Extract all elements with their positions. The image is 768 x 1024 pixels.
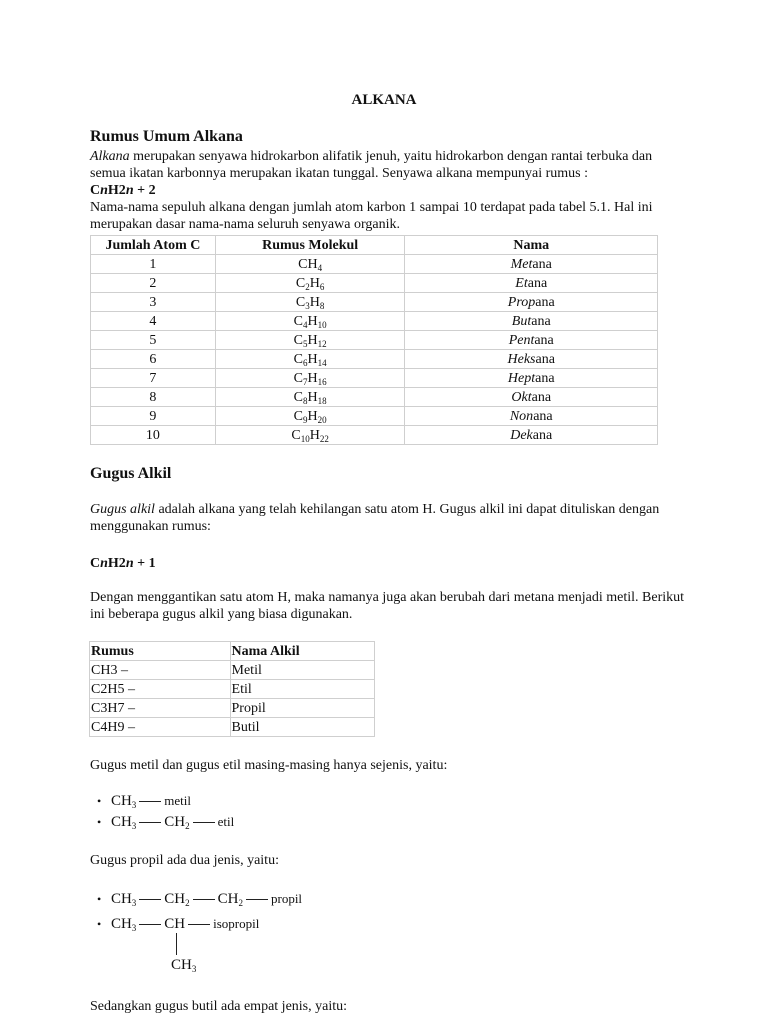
- name-suffix: ana: [534, 332, 554, 348]
- ch-text: CH: [164, 891, 186, 907]
- bullet: •: [97, 892, 102, 906]
- metil-label: metil: [164, 793, 192, 808]
- alkana-term: Alkana: [90, 149, 130, 164]
- table-header-row: [91, 236, 658, 255]
- name-suffix: ana: [532, 427, 553, 443]
- cell-rumus-molekul: [215, 312, 405, 331]
- alkil-formula: [90, 555, 690, 572]
- alkil-definition-text: adalah alkana yang telah kehilangan satu atom H. Gugus alkil ini dapat dituliskan dengan menggunakan rumus:: [90, 502, 660, 534]
- col-header-rumus: Rumus: [90, 642, 231, 661]
- formula-tail: + 1: [133, 556, 156, 571]
- name-suffix: ana: [533, 408, 553, 424]
- cell-nama-alkil: Propil: [230, 699, 374, 718]
- bond-line: [139, 801, 161, 802]
- bond-line: [193, 899, 215, 900]
- name-prefix: Okt: [511, 389, 532, 405]
- name-suffix: ana: [535, 294, 555, 310]
- formula-n: n: [125, 183, 134, 198]
- cell-nama-alkil: Butil: [230, 718, 374, 737]
- name-prefix: Met: [510, 256, 533, 272]
- cell-nama-alkil: Etil: [230, 680, 374, 699]
- ch-text: CH: [110, 891, 132, 907]
- cell-rumus-molekul: [215, 293, 405, 312]
- ch3-group: [111, 916, 136, 932]
- cell-jumlah-atom: 1: [91, 255, 216, 274]
- ch-text: CH: [110, 916, 132, 932]
- subscript: 8: [319, 300, 325, 311]
- cell-nama: [405, 331, 658, 350]
- alkana-table-intro: Nama-nama sepuluh alkana dengan jumlah atom karbon 1 sampai 10 terdapat pada tabel 5.1. Hal ini merupakan dasar nama-nama seluruh senyawa organik.: [90, 200, 653, 232]
- vertical-bond-line: [176, 933, 177, 955]
- subscript: 2: [185, 821, 190, 831]
- table-row: [90, 718, 375, 737]
- bullet: •: [97, 917, 102, 931]
- cell-nama: [405, 426, 658, 445]
- formula-c: C: [295, 275, 306, 291]
- subscript: 3: [191, 964, 197, 974]
- alkil-paragraph: Dengan menggantikan satu atom H, maka namanya juga akan berubah dari metana menjadi metil. Berikut ini beberapa gugus alkil yang biasa digunakan.: [90, 590, 685, 622]
- cell-nama: [405, 350, 658, 369]
- subscript: 22: [319, 433, 329, 444]
- section-heading-rumus-umum: Rumus Umum Alkana: [90, 128, 243, 145]
- cell-nama-alkil: Metil: [230, 661, 374, 680]
- subscript: 14: [317, 357, 327, 368]
- propil-structure: [97, 890, 302, 908]
- name-prefix: But: [511, 313, 532, 329]
- formula-tail: + 2: [133, 183, 156, 198]
- formula-h: H: [307, 370, 318, 386]
- cell-rumus: C4H9 –: [90, 718, 231, 737]
- formula-h: H: [307, 256, 318, 272]
- alkana-definition-text: merupakan senyawa hidrokarbon alifatik jenuh, yaitu hidrokarbon dengan rantai terbuka dan semua ikatan karbonnya merupakan ikatan tunggal. Senyawa alkana mempunyai rumus :: [90, 149, 653, 181]
- name-prefix: Heks: [507, 351, 536, 367]
- formula-h: H: [307, 332, 318, 348]
- metil-structure: [97, 792, 191, 810]
- cell-rumus-molekul: [215, 274, 405, 293]
- formula-c: C: [293, 389, 303, 405]
- formula-c: C: [90, 556, 101, 571]
- ch3-group: [111, 891, 136, 907]
- cell-rumus-molekul: [215, 331, 405, 350]
- table-row: [91, 407, 658, 426]
- cell-jumlah-atom: 10: [91, 426, 216, 445]
- cell-jumlah-atom: 2: [91, 274, 216, 293]
- cell-jumlah-atom: 4: [91, 312, 216, 331]
- page-title: ALKANA: [351, 92, 417, 108]
- table-row: [90, 661, 375, 680]
- cell-nama: [405, 255, 658, 274]
- isopropil-label: isopropil: [213, 916, 260, 931]
- cell-rumus-molekul: [215, 350, 405, 369]
- metil-etil-text: Gugus metil dan gugus etil masing-masing hanya sejenis, yaitu:: [90, 758, 448, 773]
- cell-nama: [405, 312, 658, 331]
- cell-rumus-molekul: [215, 255, 405, 274]
- formula-h: H: [307, 313, 318, 329]
- formula-h: H2: [107, 556, 126, 571]
- ch2-group: [218, 891, 243, 907]
- cell-jumlah-atom: 3: [91, 293, 216, 312]
- cell-nama: [405, 369, 658, 388]
- subscript: 4: [303, 319, 308, 330]
- subscript: 3: [305, 300, 310, 311]
- table-row: [91, 255, 658, 274]
- cell-rumus-molekul: [215, 407, 405, 426]
- alkil-definition: [90, 501, 690, 535]
- subscript: 16: [317, 376, 327, 387]
- formula-h: H: [307, 408, 318, 424]
- formula-c: C: [295, 294, 306, 310]
- ch2-group: [164, 891, 189, 907]
- propil-label: propil: [270, 891, 303, 906]
- col-header-nama-alkil: Nama Alkil: [230, 642, 374, 661]
- subscript: 7: [303, 376, 308, 387]
- alkil-table: [89, 641, 375, 737]
- col-header-nama: Nama: [405, 236, 658, 255]
- formula-c: C: [293, 370, 303, 386]
- col-header-rumus-molekul: Rumus Molekul: [215, 236, 405, 255]
- subscript: 4: [317, 262, 323, 273]
- formula-h: H: [309, 427, 320, 443]
- name-prefix: Non: [509, 408, 534, 424]
- subscript: 20: [317, 414, 327, 425]
- formula-h: H: [309, 294, 320, 310]
- formula-n: n: [125, 556, 134, 571]
- ch-text: CH: [110, 814, 132, 830]
- bullet: •: [97, 794, 102, 808]
- alkana-formula: [90, 182, 690, 199]
- cell-nama: [405, 407, 658, 426]
- alkana-definition: [90, 148, 690, 182]
- formula-n: n: [100, 556, 108, 571]
- ch-text: CH: [217, 891, 239, 907]
- subscript: 10: [317, 319, 327, 330]
- subscript: 6: [319, 281, 325, 292]
- subscript: 6: [303, 357, 308, 368]
- name-suffix: ana: [531, 313, 551, 329]
- formula-c: C: [293, 408, 303, 424]
- cell-rumus-molekul: [215, 426, 405, 445]
- table-row: [90, 699, 375, 718]
- col-header-jumlah-atom: Jumlah Atom C: [91, 236, 216, 255]
- table-row: [91, 293, 658, 312]
- subscript: 9: [303, 414, 308, 425]
- bond-line: [246, 899, 268, 900]
- ch-text: CH: [110, 793, 132, 809]
- cell-jumlah-atom: 7: [91, 369, 216, 388]
- ch-text: CH: [164, 814, 186, 830]
- name-prefix: Prop: [507, 294, 536, 310]
- table-row: [91, 274, 658, 293]
- cell-jumlah-atom: 5: [91, 331, 216, 350]
- subscript: 5: [303, 338, 308, 349]
- cell-nama: [405, 293, 658, 312]
- table-row: [91, 312, 658, 331]
- ch-group: CH: [164, 916, 186, 932]
- table-header-row: [90, 642, 375, 661]
- name-suffix: ana: [535, 370, 555, 386]
- name-prefix: Dek: [510, 427, 533, 443]
- bond-line: [139, 899, 161, 900]
- cell-rumus-molekul: [215, 388, 405, 407]
- formula-c: C: [90, 183, 101, 198]
- formula-h: H2: [107, 183, 126, 198]
- cell-rumus-molekul: [215, 369, 405, 388]
- table-row: [91, 350, 658, 369]
- alkil-term: Gugus alkil: [90, 502, 155, 517]
- formula-c: C: [291, 427, 301, 443]
- subscript: 3: [131, 923, 137, 933]
- subscript: 8: [303, 395, 308, 406]
- name-suffix: ana: [531, 389, 552, 405]
- ch3-group: [111, 814, 136, 830]
- name-prefix: Et: [515, 275, 528, 291]
- cell-rumus: CH3 –: [90, 661, 231, 680]
- formula-h: H: [309, 275, 320, 291]
- subscript: 3: [131, 898, 137, 908]
- ch-text: CH: [171, 957, 192, 973]
- formula-c: C: [293, 313, 303, 329]
- name-suffix: ana: [532, 256, 552, 272]
- subscript: 3: [131, 821, 137, 831]
- formula-h: H: [307, 351, 318, 367]
- cell-nama: [405, 274, 658, 293]
- subscript: 18: [317, 395, 327, 406]
- cell-rumus: C3H7 –: [90, 699, 231, 718]
- name-prefix: Hept: [507, 370, 536, 386]
- table-row: [91, 388, 658, 407]
- cell-jumlah-atom: 8: [91, 388, 216, 407]
- subscript: 3: [131, 800, 137, 810]
- etil-structure: [97, 813, 234, 831]
- ch3-group: [111, 793, 136, 809]
- bullet: •: [97, 815, 102, 829]
- cell-nama: [405, 388, 658, 407]
- cell-jumlah-atom: 6: [91, 350, 216, 369]
- ch3-branch: [171, 957, 196, 974]
- subscript: 2: [305, 281, 310, 292]
- subscript: 10: [300, 433, 310, 444]
- table-row: [90, 680, 375, 699]
- subscript: 2: [185, 898, 190, 908]
- cell-jumlah-atom: 9: [91, 407, 216, 426]
- formula-c: C: [293, 332, 303, 348]
- table-row: [91, 331, 658, 350]
- formula-h: H: [307, 389, 318, 405]
- bond-line: [193, 822, 215, 823]
- name-prefix: Pent: [508, 332, 535, 348]
- alkana-table: [90, 235, 658, 445]
- bond-line: [139, 924, 161, 925]
- cell-rumus: C2H5 –: [90, 680, 231, 699]
- name-suffix: ana: [535, 351, 555, 367]
- table-row: [91, 369, 658, 388]
- name-suffix: ana: [527, 275, 548, 291]
- formula-c: C: [293, 351, 303, 367]
- butil-text: Sedangkan gugus butil ada empat jenis, yaitu:: [90, 999, 348, 1014]
- ch2-group: [164, 814, 189, 830]
- formula-c: C: [298, 256, 308, 272]
- table-row: [91, 426, 658, 445]
- bond-line: [139, 822, 161, 823]
- bond-line: [188, 924, 210, 925]
- isopropil-structure: [97, 915, 259, 933]
- etil-label: etil: [217, 814, 235, 829]
- subscript: 2: [238, 898, 243, 908]
- section-heading-gugus-alkil: Gugus Alkil: [90, 465, 172, 482]
- subscript: 12: [317, 338, 327, 349]
- formula-n: n: [100, 183, 108, 198]
- propil-text: Gugus propil ada dua jenis, yaitu:: [90, 853, 279, 868]
